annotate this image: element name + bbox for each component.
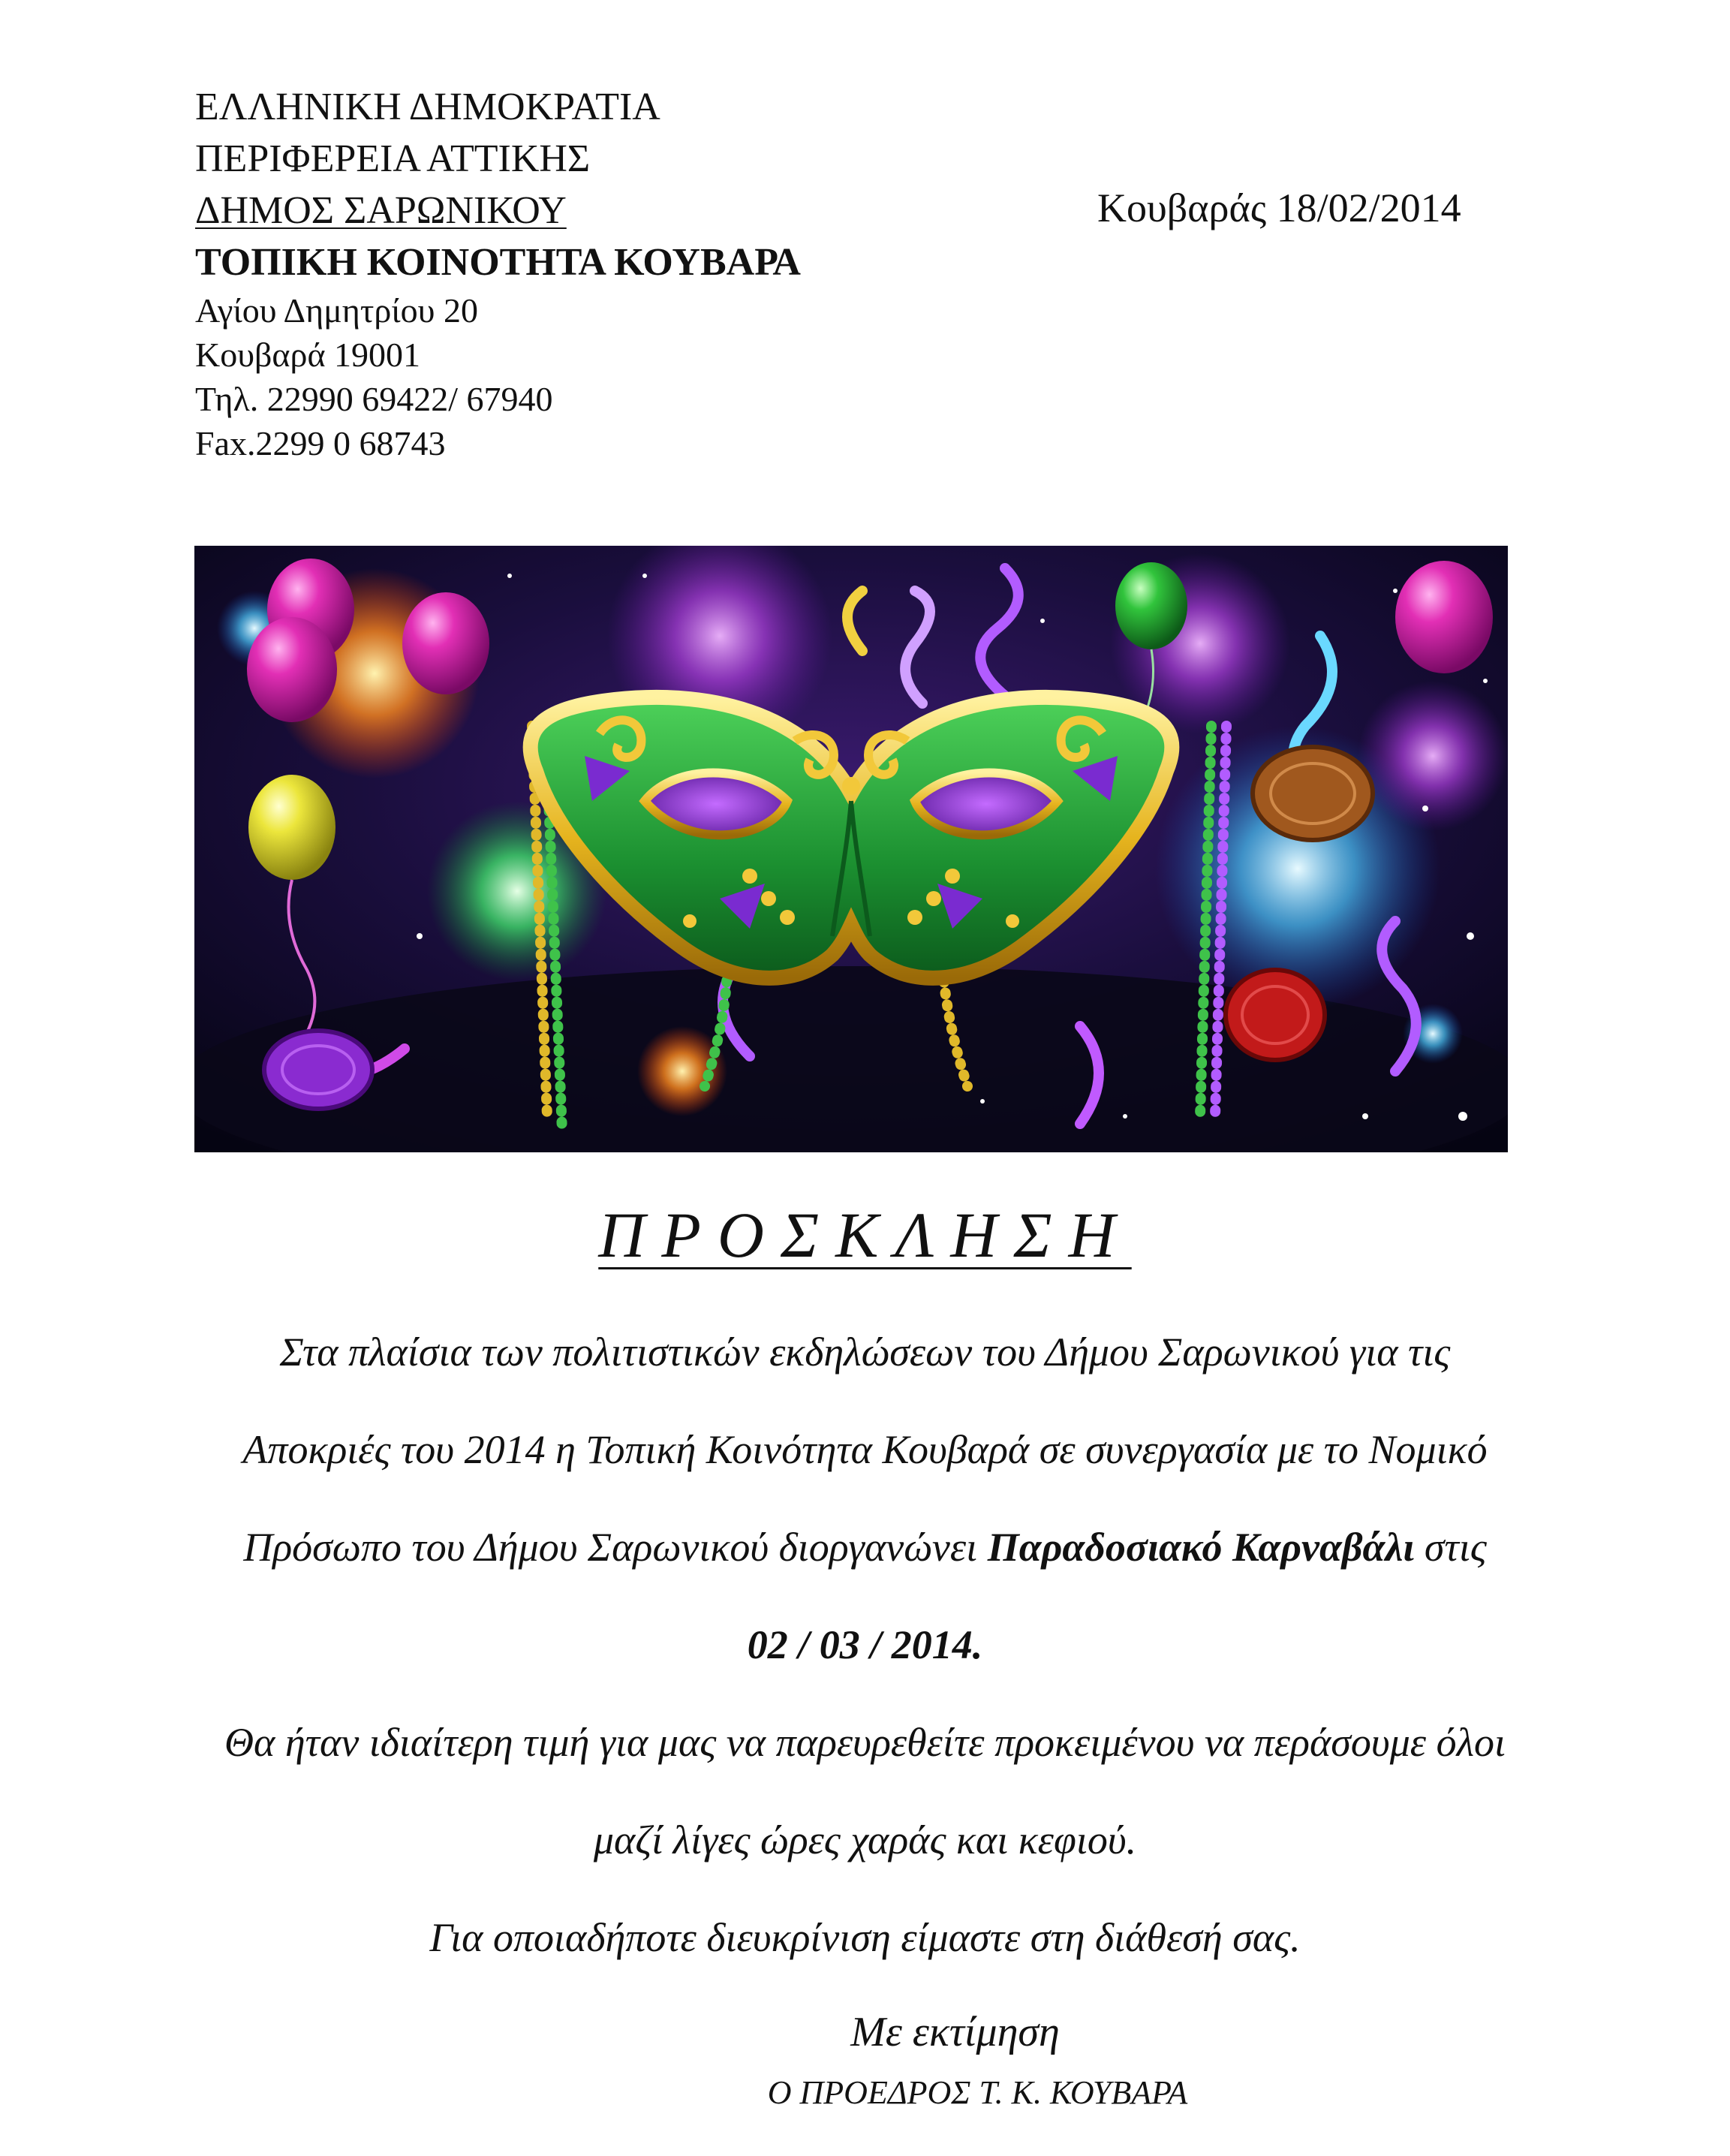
body-line-2: Αποκριές του 2014 η Τοπική Κοινότητα Κουβαρά σε συνεργασία με το Νομικό: [242, 1427, 1488, 1472]
signatory: Ο ΠΡΟΕΔΡΟΣ Τ. Κ. ΚΟΥΒΑΡΑ: [767, 2074, 1188, 2111]
event-date: 02 / 03 / 2014.: [747, 1622, 983, 1667]
postal-line: Κουβαρά 19001: [195, 336, 421, 374]
body-line-7: Για οποιαδήποτε διευκρίνιση είμαστε στη διάθεσή σας.: [429, 1915, 1301, 1960]
republic-line: ΕΛΛΗΝΙΚΗ ΔΗΜΟΚΡΑΤΙΑ: [195, 86, 660, 128]
letterhead: [195, 81, 801, 465]
municipality-line: ΔΗΜΟΣ ΣΑΡΩΝΙΚΟΥ: [195, 189, 567, 232]
phone-line: Τηλ. 22990 69422/ 67940: [195, 380, 553, 418]
address-line: Αγίου Δημητρίου 20: [195, 291, 478, 330]
event-name: Παραδοσιακό Καρναβάλι: [987, 1525, 1415, 1570]
regards-text: Με εκτίμηση: [850, 2009, 1060, 2055]
carnival-illustration: [194, 546, 1508, 1152]
carnival-banner-image: [194, 546, 1508, 1152]
invitation-title: [0, 1197, 1730, 1272]
place-date: Κουβαράς 18/02/2014: [1097, 185, 1461, 230]
body-line-3: [0, 1524, 1730, 1570]
body-line-5: Θα ήταν ιδιαίτερη τιμή για μας να παρευρεθείτε προκειμένου να περάσουμε όλοι: [224, 1720, 1506, 1765]
body-line-1: Στα πλαίσια των πολιτιστικών εκδηλώσεων του Δήμου Σαρωνικού για τις: [279, 1329, 1451, 1375]
body-line-3-start: Πρόσωπο του Δήμου Σαρωνικού διοργανώνει: [243, 1525, 988, 1570]
body-line-6: μαζί λίγες ώρες χαράς και κεφιού.: [593, 1817, 1137, 1862]
body-line-3-end: στις: [1414, 1525, 1487, 1570]
region-line: ΠΕΡΙΦΕΡΕΙΑ ΑΤΤΙΚΗΣ: [195, 137, 591, 180]
community-line: ΤΟΠΙΚΗ ΚΟΙΝΟΤΗΤΑ ΚΟΥΒΑΡΑ: [195, 241, 801, 284]
fax-line: Fax.2299 0 68743: [195, 424, 446, 462]
invitation-title-text: ΠΡΟΣΚΛΗΣΗ: [598, 1199, 1132, 1271]
